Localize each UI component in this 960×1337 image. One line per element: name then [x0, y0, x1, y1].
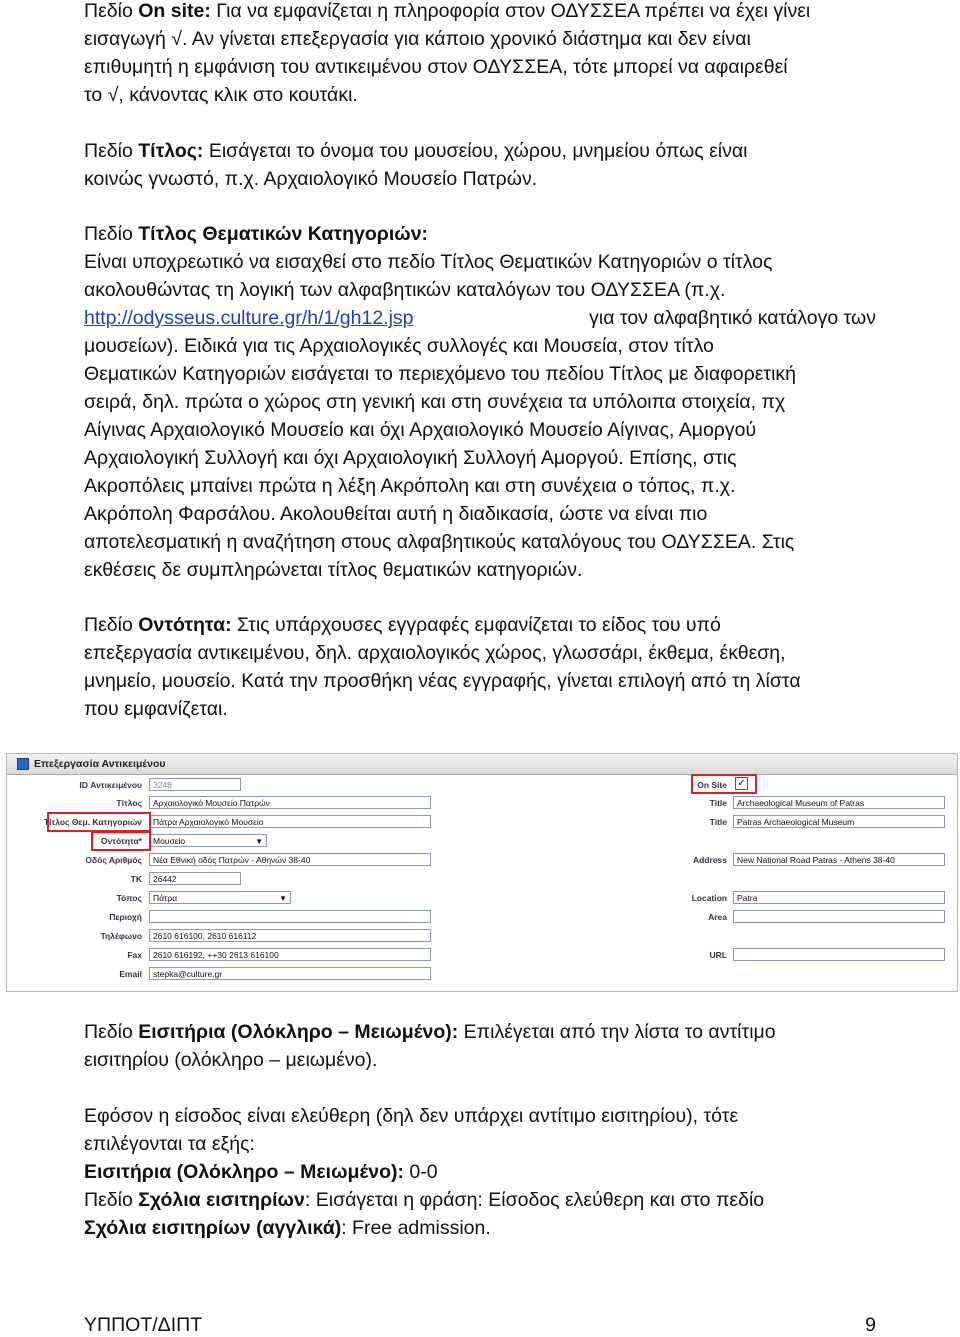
text-line: Πεδίο Τίτλος: Εισάγεται το όνομα του μουσείου, χώρου, μνημείου όπως είναι: [84, 140, 748, 162]
input-thematic-title[interactable]: Πάτρα Αρχαιολογικό Μουσείο: [149, 815, 431, 828]
footer-label: ΥΠΠΟΤ/ΔΙΠΤ: [84, 1314, 203, 1336]
form-titlebar: [7, 754, 957, 775]
label-area-en: Area: [708, 912, 727, 922]
text-line: εκθέσεις δε συμπληρώνεται τίτλος θεματικών κατηγοριών.: [84, 559, 583, 581]
text-line: Σχόλια εισιτηρίων (αγγλικά): Free admission.: [84, 1217, 491, 1239]
label-address-en: Address: [692, 855, 727, 865]
text-line: κοινώς γνωστό, π.χ. Αρχαιολογικό Μουσείο Πατρών.: [84, 168, 538, 190]
label-title: Τίτλος: [116, 798, 142, 808]
highlight-thematic-title: [47, 812, 151, 832]
input-title-en[interactable]: Archaeological Museum of Patras: [733, 796, 945, 809]
text-line: αποτελεσματική η αναζήτηση στους αλφαβητικούς καταλόγους του ΟΔΥΣΣΕΑ. Στις: [84, 531, 795, 553]
text-line: Είναι υποχρεωτικό να εισαχθεί στο πεδίο Τίτλος Θεματικών Κατηγοριών ο τίτλος: [84, 251, 773, 273]
input-phone[interactable]: 2610 616100, 2610 616112: [149, 929, 431, 942]
paragraph-on-site: [84, 0, 876, 109]
text-line: μουσείων). Ειδικά για τις Αρχαιολογικές συλλογές και Μουσεία, στον τίτλο: [84, 335, 714, 357]
on-site-checkbox[interactable]: ✓: [735, 777, 748, 790]
text-line: Θεματικών Κατηγοριών εισάγεται το περιεχόμενο του πεδίου Τίτλος με διαφορετική: [84, 363, 797, 385]
input-postcode[interactable]: 26442: [149, 872, 241, 885]
input-email[interactable]: stepka@culture.gr: [149, 967, 431, 980]
label-location-en: Location: [691, 893, 727, 903]
input-area[interactable]: [149, 910, 431, 923]
edit-object-form-screenshot: [6, 753, 958, 992]
text-line: επιθυμητή η εμφάνιση του αντικειμένου στον ΟΔΥΣΣΕΑ, τότε μπορεί να αφαιρεθεί: [84, 56, 788, 78]
paragraph-tickets: [84, 1018, 876, 1074]
text-line: επιλέγονται τα εξής:: [84, 1133, 255, 1155]
input-address[interactable]: Νέα Εθνική οδός Πατρών - Αθηνών 38-40: [149, 853, 431, 866]
text-line: εισαγωγή √. Αν γίνεται επεξεργασία για κάποιο χρονικό διάστημα και δεν είναι: [84, 28, 751, 50]
form-title: Επεξεργασία Αντικειμένου: [34, 758, 166, 770]
field-name-title: Τίτλος:: [138, 140, 204, 162]
field-name-thematic-title: Τίτλος Θεματικών Κατηγοριών:: [138, 223, 429, 245]
field-name-ticket-comments: Σχόλια εισιτηρίων: [138, 1189, 305, 1211]
paragraph-free-entry: [84, 1102, 876, 1242]
text-line: Αίγινας Αρχαιολογικό Μουσείο και όχι Αρχαιολογικό Μουσείο Αίγινας, Αμοργού: [84, 419, 757, 441]
text-line: ακολουθώντας τη λογική των αλφαβητικών καταλόγων του ΟΔΥΣΣΕΑ (π.χ.: [84, 279, 726, 301]
chevron-down-icon: ▼: [255, 837, 263, 846]
input-title-en-2[interactable]: Patras Archaeological Museum: [733, 815, 945, 828]
text-line: επεξεργασία αντικειμένου, δηλ. αρχαιολογικός χώρος, γλωσσάρι, έκθεμα, έκθεση,: [84, 642, 786, 664]
label-place: Τόπος: [116, 893, 142, 903]
page-footer: [84, 1314, 876, 1337]
text-line: εισιτηρίου (ολόκληρο – μειωμένο).: [84, 1049, 378, 1071]
text-line: το √, κάνοντας κλικ στο κουτάκι.: [84, 84, 358, 106]
label-email: Email: [119, 969, 142, 979]
input-id: 3248: [149, 778, 241, 791]
paragraph-title: [84, 137, 876, 193]
paragraph-entity: [84, 611, 876, 723]
input-url[interactable]: [733, 948, 945, 961]
input-address-en[interactable]: New National Road Patras - Athens 38-40: [733, 853, 945, 866]
text-line: Πεδίο Εισιτήρια (Ολόκληρο – Μειωμένο): Επιλέγεται από την λίστα το αντίτιμο: [84, 1021, 776, 1043]
label-title-en: Title: [709, 798, 727, 808]
highlight-on-site: [691, 774, 757, 794]
text-line: http://odysseus.culture.gr/h/1/gh12.jsp για τον αλφαβητικό κατάλογο των: [84, 304, 876, 332]
text-line: Ακροπόλεις μπαίνει πρώτα η λέξη Ακρόπολη και στη συνέχεια ο τόπος, π.χ.: [84, 475, 736, 497]
input-fax[interactable]: 2610 616192, ++30 2613 616100: [149, 948, 431, 961]
paragraph-thematic-title: [84, 220, 876, 584]
label-entity: Οντότητα*: [100, 836, 142, 846]
field-name-on-site: On site:: [138, 0, 211, 22]
text-line: Ακρόπολη Φαρσάλου. Ακολουθείται αυτή η διαδικασία, ώστε να είναι πιο: [84, 503, 708, 525]
window-icon: [17, 758, 29, 770]
input-location-en[interactable]: Patra: [733, 891, 945, 904]
alphabetical-catalogue-link[interactable]: http://odysseus.culture.gr/h/1/gh12.jsp: [84, 307, 414, 329]
label-id: ID Αντικειμένου: [79, 780, 142, 790]
text-line: Πεδίο On site: Για να εμφανίζεται η πληροφορία στον ΟΔΥΣΣΕΑ πρέπει να έχει γίνει: [84, 0, 811, 22]
chevron-down-icon: ▼: [279, 894, 287, 903]
label-thematic-title: Τίτλος Θεμ. Κατηγοριών: [43, 817, 142, 827]
highlight-entity: [91, 831, 151, 851]
input-title[interactable]: Αρχαιολογικό Μουσείο Πατρών: [149, 796, 431, 809]
text-line: Πεδίο Σχόλια εισιτηρίων: Εισάγεται η φράση: Είσοδος ελεύθερη και στο πεδίο: [84, 1189, 765, 1211]
label-on-site: On Site: [697, 780, 727, 790]
label-postcode: ΤΚ: [130, 874, 142, 884]
select-entity[interactable]: Μουσείο ▼: [149, 834, 267, 847]
page-number: 9: [865, 1314, 876, 1336]
label-area: Περιοχή: [109, 912, 142, 922]
label-address: Οδός Αριθμός: [85, 855, 142, 865]
field-name-entity: Οντότητα:: [138, 614, 232, 636]
text-line: σειρά, δηλ. πρώτα ο χώρος στη γενική και στη συνέχεια τα υπόλοιπα στοιχεία, πχ: [84, 391, 786, 413]
text-line: Αρχαιολογική Συλλογή και όχι Αρχαιολογική Συλλογή Αμοργού. Επίσης, στις: [84, 447, 737, 469]
label-phone: Τηλέφωνο: [100, 931, 142, 941]
text-line: Πεδίο Οντότητα: Στις υπάρχουσες εγγραφές εμφανίζεται το είδος του υπό: [84, 614, 721, 636]
label-fax: Fax: [127, 950, 142, 960]
text-line: μνημείο, μουσείο. Κατά την προσθήκη νέας εγγραφής, γίνεται επιλογή από τη λίστα: [84, 670, 801, 692]
field-name-tickets: Εισιτήρια (Ολόκληρο – Μειωμένο):: [84, 1161, 405, 1183]
text-line: Εφόσον η είσοδος είναι ελεύθερη (δηλ δεν υπάρχει αντίτιμο εισιτηρίου), τότε: [84, 1105, 739, 1127]
field-name-tickets: Εισιτήρια (Ολόκληρο – Μειωμένο):: [138, 1021, 459, 1043]
text-line: Πεδίο Τίτλος Θεματικών Κατηγοριών:: [84, 223, 429, 245]
label-title-en-2: Title: [709, 817, 727, 827]
select-place[interactable]: Πάτρα ▼: [149, 891, 291, 904]
text-line: Εισιτήρια (Ολόκληρο – Μειωμένο): 0-0: [84, 1161, 438, 1183]
text-line: που εμφανίζεται.: [84, 698, 228, 720]
field-name-ticket-comments-en: Σχόλια εισιτηρίων (αγγλικά): [84, 1217, 342, 1239]
input-area-en[interactable]: [733, 910, 945, 923]
label-url: URL: [709, 950, 727, 960]
